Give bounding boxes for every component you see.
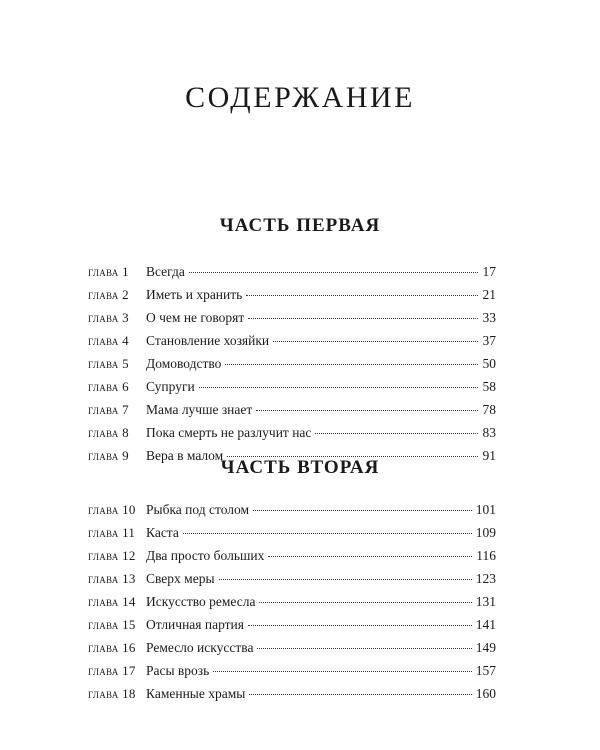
page-number: 160	[475, 686, 496, 701]
part-two-chapter-list	[88, 498, 496, 705]
dot-leader	[253, 510, 472, 511]
toc-entry	[88, 421, 496, 444]
page-number: 37	[482, 333, 496, 348]
chapter-name: О чем не говорят	[146, 310, 245, 325]
dot-leader	[273, 341, 478, 342]
chapter-name: Два просто больших	[146, 548, 265, 563]
toc-entry	[88, 613, 496, 636]
toc-entry	[88, 590, 496, 613]
chapter-label: глава 12	[88, 548, 136, 563]
dot-leader	[219, 579, 472, 580]
dot-leader	[183, 533, 472, 534]
page-number: 101	[475, 502, 496, 517]
chapter-label: глава 2	[88, 287, 129, 302]
toc-entry	[88, 636, 496, 659]
toc-entry	[88, 329, 496, 352]
chapter-name: Иметь и хранить	[146, 287, 243, 302]
toc-entry	[88, 521, 496, 544]
toc-entry	[88, 260, 496, 283]
dot-leader	[256, 410, 478, 411]
chapter-name: Всегда	[146, 264, 185, 279]
chapter-label: глава 5	[88, 356, 129, 371]
page-title: СОДЕРЖАНИЕ	[185, 81, 415, 114]
page-number: 58	[482, 379, 496, 394]
dot-leader	[213, 671, 471, 672]
chapter-label: глава 13	[88, 571, 136, 586]
dot-leader	[268, 556, 472, 557]
dot-leader	[189, 272, 478, 273]
dot-leader	[257, 648, 471, 649]
chapter-name: Становление хозяйки	[146, 333, 270, 348]
dot-leader	[259, 602, 471, 603]
page-number: 157	[475, 663, 496, 678]
dot-leader	[248, 625, 472, 626]
chapter-name: Мама лучше знает	[146, 402, 253, 417]
chapter-label: глава 9	[88, 448, 129, 463]
chapter-name: Расы врозь	[146, 663, 210, 678]
toc-entry	[88, 375, 496, 398]
chapter-label: глава 4	[88, 333, 129, 348]
part-one-title: ЧАСТЬ ПЕРВАЯ	[219, 215, 381, 236]
chapter-name: Каста	[146, 525, 179, 540]
chapter-label: глава 1	[88, 264, 129, 279]
chapter-name: Искусство ремесла	[146, 594, 256, 609]
page-number: 83	[482, 425, 496, 440]
toc-entry	[88, 567, 496, 590]
toc-entry	[88, 352, 496, 375]
page-number: 149	[475, 640, 496, 655]
chapter-label: глава 17	[88, 663, 136, 678]
chapter-label: глава 10	[88, 502, 136, 517]
page-number: 33	[482, 310, 496, 325]
toc-entry	[88, 544, 496, 567]
chapter-name: Супруги	[146, 379, 195, 394]
toc-entry	[88, 283, 496, 306]
chapter-label: глава 14	[88, 594, 136, 609]
dot-leader	[249, 694, 471, 695]
page-number: 17	[482, 264, 496, 279]
page-number: 21	[482, 287, 496, 302]
chapter-name: Вера в малом	[146, 448, 224, 463]
chapter-name: Рыбка под столом	[146, 502, 250, 517]
part-one-chapter-list	[88, 260, 496, 467]
dot-leader	[225, 364, 478, 365]
dot-leader	[246, 295, 478, 296]
page-number: 141	[475, 617, 496, 632]
page-number: 91	[482, 448, 496, 463]
chapter-label: глава 6	[88, 379, 129, 394]
chapter-label: глава 8	[88, 425, 129, 440]
toc-entry	[88, 398, 496, 421]
dot-leader	[199, 387, 478, 388]
toc-entry	[88, 306, 496, 329]
chapter-label: глава 15	[88, 617, 136, 632]
chapter-name: Каменные храмы	[146, 686, 246, 701]
chapter-name: Сверх меры	[146, 571, 215, 586]
page-number: 123	[475, 571, 496, 586]
chapter-name: Ремесло искусства	[146, 640, 254, 655]
page-number: 116	[476, 548, 496, 563]
toc-entry	[88, 498, 496, 521]
toc-entry	[88, 659, 496, 682]
page-number: 109	[475, 525, 496, 540]
chapter-label: глава 3	[88, 310, 129, 325]
dot-leader	[248, 318, 478, 319]
toc-entry	[88, 682, 496, 705]
page-number: 50	[482, 356, 496, 371]
dot-leader	[315, 433, 478, 434]
page-number: 78	[482, 402, 496, 417]
chapter-label: глава 18	[88, 686, 136, 701]
chapter-label: глава 11	[88, 525, 136, 540]
part-two-title: ЧАСТЬ ВТОРАЯ	[220, 457, 380, 478]
chapter-name: Пока смерть не разлучит нас	[146, 425, 312, 440]
chapter-label: глава 16	[88, 640, 136, 655]
chapter-name: Отличная партия	[146, 617, 244, 632]
chapter-name: Домоводство	[146, 356, 222, 371]
chapter-label: глава 7	[88, 402, 129, 417]
page-number: 131	[475, 594, 496, 609]
